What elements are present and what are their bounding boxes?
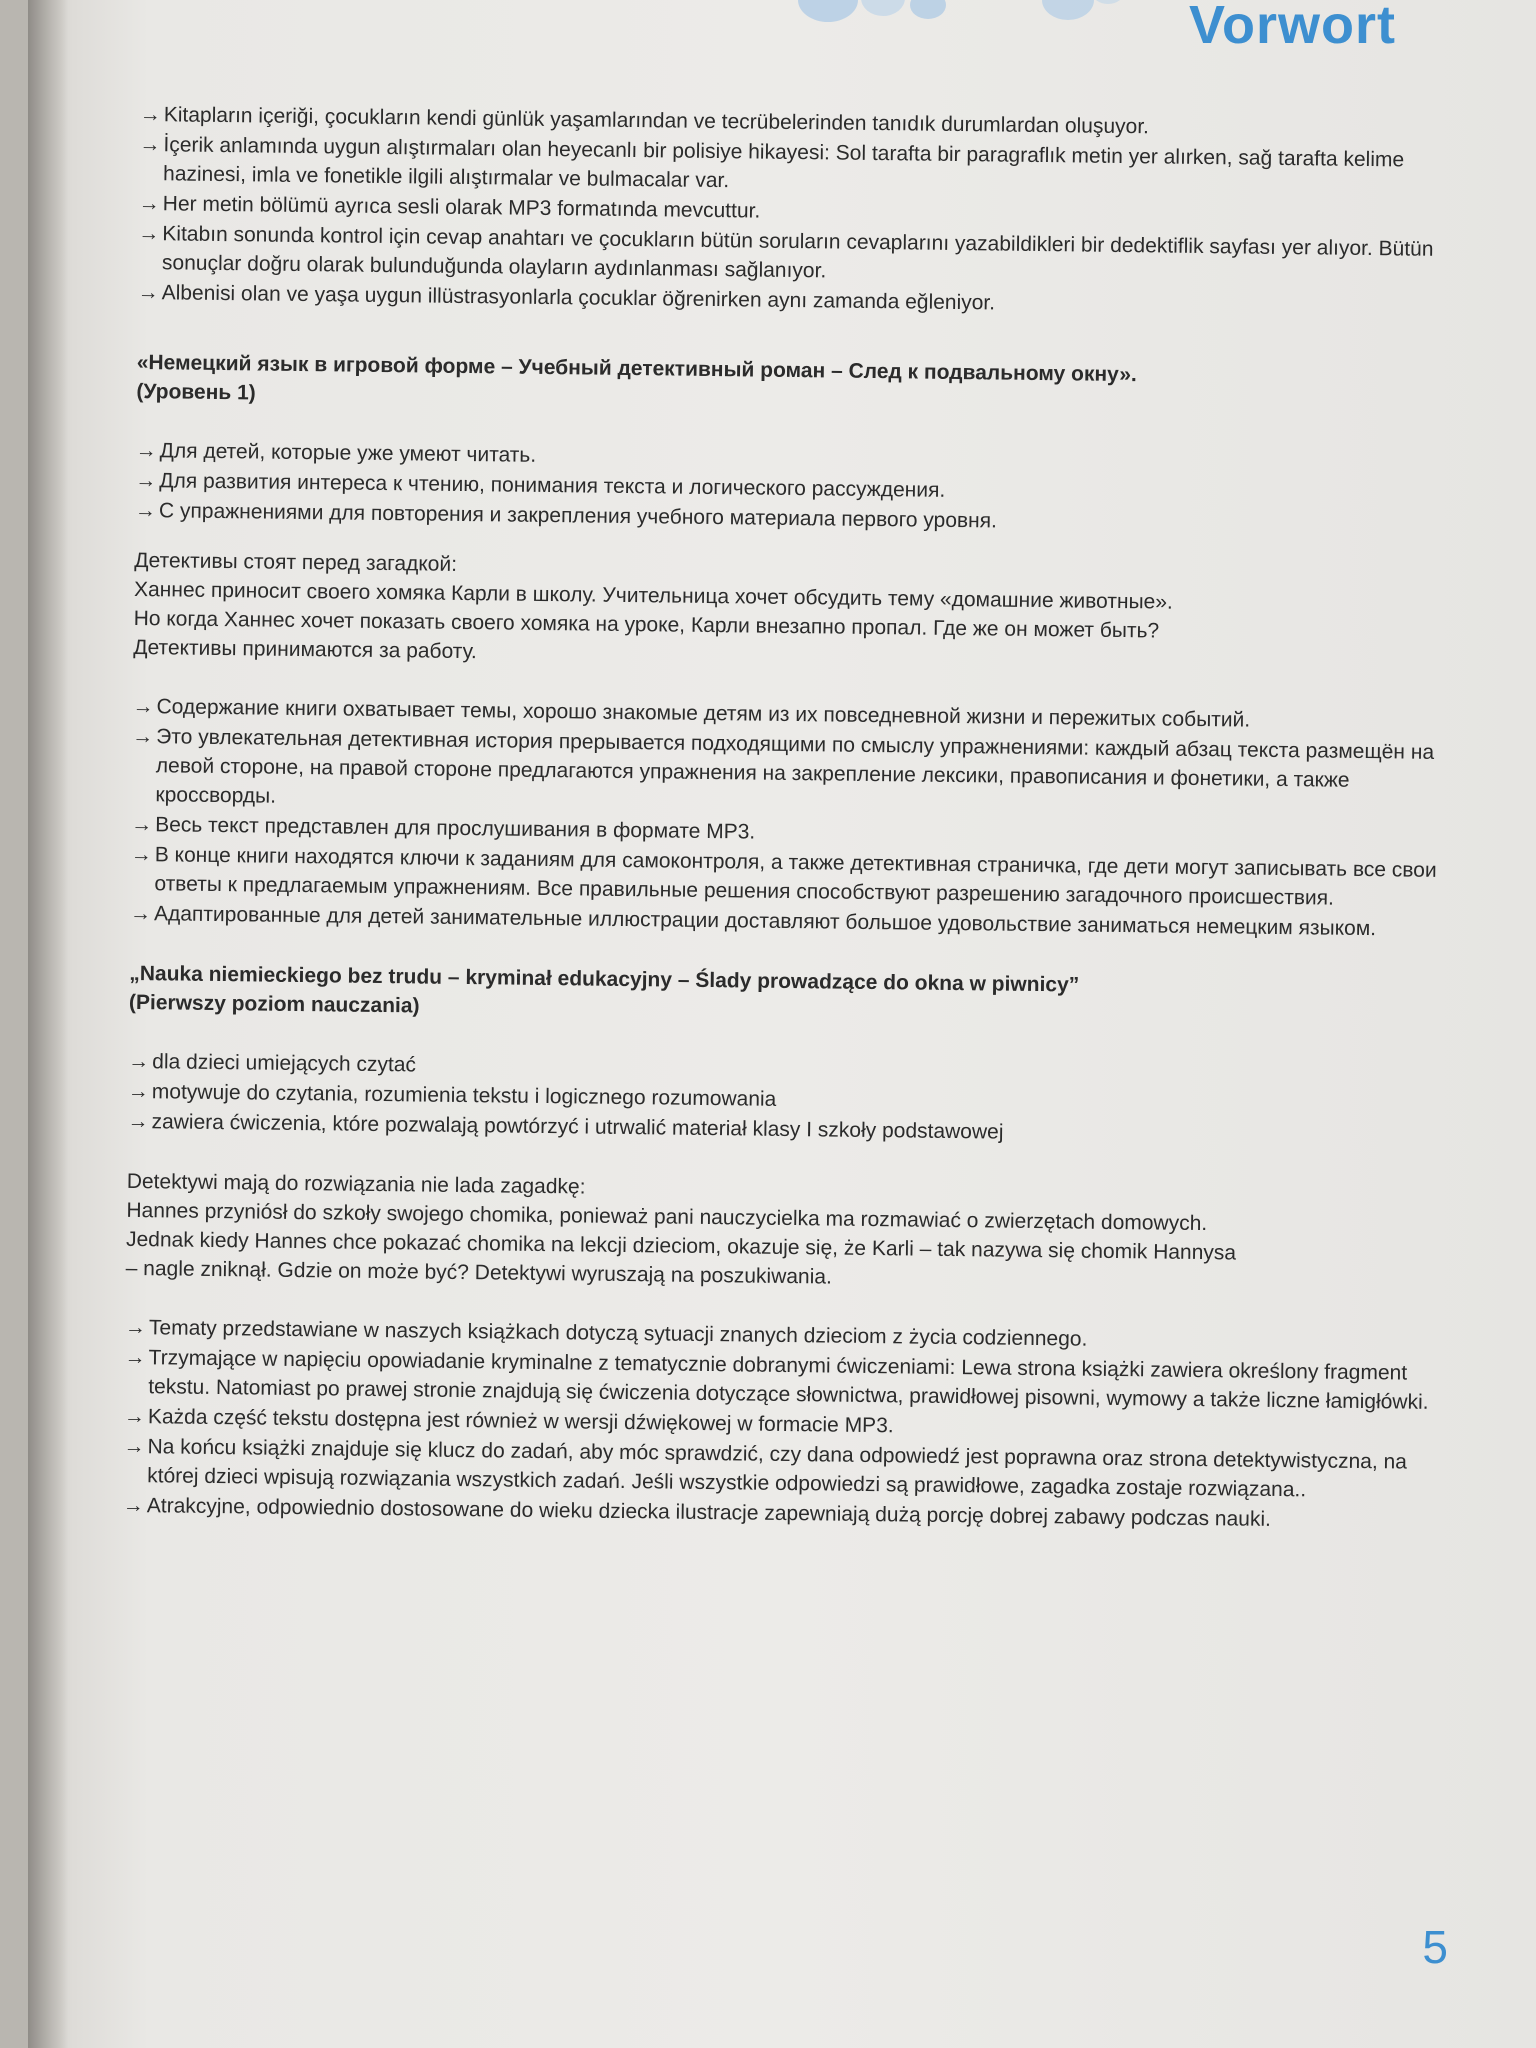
story-line: Ханнес приносит своего хомяка Карли в школу. Учительница хочет обсудить тему «домашние животные». <box>133 577 1173 614</box>
arrow-icon: → <box>135 468 157 493</box>
list-item: → Albenisi olan ve yaşa uygun illüstrasyonlarla çocuklar öğrenirken aynı zamanda eğleniyor. <box>137 278 1467 323</box>
arrow-icon: → <box>127 1079 150 1104</box>
list-item: → Kitabın sonunda kontrol için cevap anahtarı ve çocukların bütün soruların cevaplarını yazabildikleri bir dedektiflik sayfası yer alıyor. Bütün sonuçlar doğru olarak bulunduğunda olayların aydınlanması sağlanıyor. <box>138 219 1469 293</box>
arrow-icon: → <box>123 1434 145 1459</box>
list-item: → С упражнениями для повторения и закрепления учебного материала первого уровня. <box>135 496 1465 541</box>
list-item: → İçerik anlamında uygun alıştırmaları olan heyecanlı bir polisiye hikayesi: Sol tarafta bir paragraflık metin yer alırken, sağ tarafta kelime hazinesi, imla ve fonetikle ilgili alıştırmalar ve bulmacalar var. <box>139 130 1470 204</box>
list-item: → Адаптированные для детей занимательные иллюстрации доставляют большое удовольствие заниматься немецким языком. <box>130 899 1460 944</box>
list-item: → zawiera ćwiczenia, które pozwalają powtórzyć i utrwalić materiał klasy I szkoły podstawowej <box>127 1107 1457 1152</box>
arrow-icon: → <box>130 842 152 867</box>
page-number: 5 <box>1422 1921 1448 1973</box>
arrow-icon: → <box>138 191 160 216</box>
list-item: → dla dzieci umiejących czytać <box>128 1047 1458 1092</box>
header-decoration <box>788 0 1148 40</box>
page-gutter-shadow <box>28 0 68 2048</box>
story-line: Hannes przyniósł do szkoły swojego chomika, ponieważ pani nauczycielka ma rozmawiać o zwierzętach domowych. <box>126 1198 1208 1236</box>
story-line: Но когда Ханнес хочет показать своего хомяка на уроке, Карли внезапно пропал. Где же он может быть? <box>133 606 1160 643</box>
list-item: → Na końcu książki znajduje się klucz do zadań, aby móc sprawdzić, czy dana odpowiedź jest poprawna oraz strona detektywistyczna, na której dzieci wpisują rozwiązania wszystkich zadań. Jeśli wszystkie odpowiedzi są prawidłowe, zagadka zostaje rozwiązana.. <box>123 1432 1454 1506</box>
list-item: → Для развития интереса к чтению, понимания текста и логического рассуждения. <box>135 466 1465 511</box>
polish-list <box>123 1313 1455 1536</box>
arrow-icon: → <box>123 1404 146 1429</box>
list-item: → В конце книги находятся ключи к заданиям для самоконтроля, а также детективная страничка, где дети могут записывать все свои ответы к предлагаемым упражнениям. Все правильные решения способствуют разрешению загадочного происшествия. <box>130 840 1461 914</box>
story-line: Детективы принимаются за работу. <box>133 635 477 664</box>
book-page <box>28 0 1536 2048</box>
russian-intro-list <box>135 436 1466 541</box>
arrow-icon: → <box>124 1315 147 1340</box>
russian-title: «Немецкий язык в игровой форме – Учебный детективный роман – След к подвальному окну». <box>136 350 1137 387</box>
page-title: Vorwort <box>1189 0 1396 55</box>
list-item: → Atrakcyjne, odpowiednio dostosowane do wieku dziecka ilustracje zapewniają dużą porcję dobrej zabawy podczas nauki. <box>123 1491 1453 1536</box>
list-item: → Для детей, которые уже умеют читать. <box>136 436 1466 481</box>
list-item: → Każda część tekstu dostępna jest również w wersji dźwiękowej w formacie MP3. <box>124 1402 1454 1447</box>
story-line: Детективы стоят перед загадкой: <box>134 548 458 576</box>
list-item: → Her metin bölümü ayrıca sesli olarak MP3 formatında mevcuttur. <box>139 189 1469 234</box>
list-item: → Содержание книги охватывает темы, хорошо знакомые детям из их повседневной жизни и пережитых событий. <box>132 692 1462 737</box>
list-item: → motywuje do czytania, rozumienia tekstu i logicznego rozumowania <box>128 1077 1458 1122</box>
arrow-icon: → <box>139 132 161 157</box>
arrow-icon: → <box>132 694 154 719</box>
polish-intro-list <box>127 1047 1458 1152</box>
page-content <box>123 100 1470 1537</box>
arrow-icon: → <box>132 724 154 749</box>
arrow-icon: → <box>129 901 152 926</box>
arrow-icon: → <box>138 221 160 246</box>
arrow-icon: → <box>131 812 153 837</box>
arrow-icon: → <box>128 1049 150 1074</box>
polish-level: (Pierwszy poziom nauczania) <box>128 990 420 1018</box>
arrow-icon: → <box>135 438 157 463</box>
arrow-icon: → <box>124 1345 146 1370</box>
russian-list <box>130 692 1463 944</box>
list-item: → Tematy przedstawiane w naszych książkach dotyczą sytuacji znanych dzieciom z życia codziennego. <box>125 1313 1455 1358</box>
russian-level: (Уровень 1) <box>136 379 256 405</box>
arrow-icon: → <box>137 280 159 305</box>
arrow-icon: → <box>127 1109 149 1134</box>
arrow-icon: → <box>139 102 161 127</box>
list-item: → Весь текст представлен для прослушивания в формате MP3. <box>131 810 1461 855</box>
arrow-icon: → <box>134 498 157 523</box>
story-line: Detektywi mają do rozwiązania nie lada zagadkę: <box>126 1169 586 1199</box>
arrow-icon: → <box>122 1493 144 1518</box>
list-item: → Это увлекательная детективная история прерывается подходящими по смыслу упражнениями: каждый абзац текста размещён на левой стороне, на правой стороне предлагаются упражнения на закрепление лексики, правописания и фонетики, а также кроссворды. <box>131 722 1462 825</box>
story-line: Jednak kiedy Hannes chce pokazać chomika na lekcji dzieciom, okazuje się, że Karli – tak nazywa się chomik Hannysa <box>125 1227 1237 1265</box>
list-item: → Kitapların içeriği, çocukların kendi günlük yaşamlarından ve tecrübelerinden tanıdık durumlardan oluşuyor. <box>140 100 1470 145</box>
list-item: → Trzymające w napięciu opowiadanie kryminalne z tematycznie dobranymi ćwiczeniami: Lewa strona książki zawiera określony fragment tekstu. Natomiast po prawej stronie znajdują się ćwiczenia dotyczące słownictwa, prawidłowej pisowni, wymowy a także liczne łamigłówki. <box>124 1343 1455 1417</box>
turkish-list <box>137 100 1469 323</box>
polish-title: „Nauka niemieckiego bez trudu – kryminał edukacyjny – Ślady prowadzące do okna w piwnicy” <box>129 961 1080 997</box>
story-line: – nagle zniknął. Gdzie on może być? Detektywi wyruszają na poszukiwania. <box>125 1256 832 1289</box>
